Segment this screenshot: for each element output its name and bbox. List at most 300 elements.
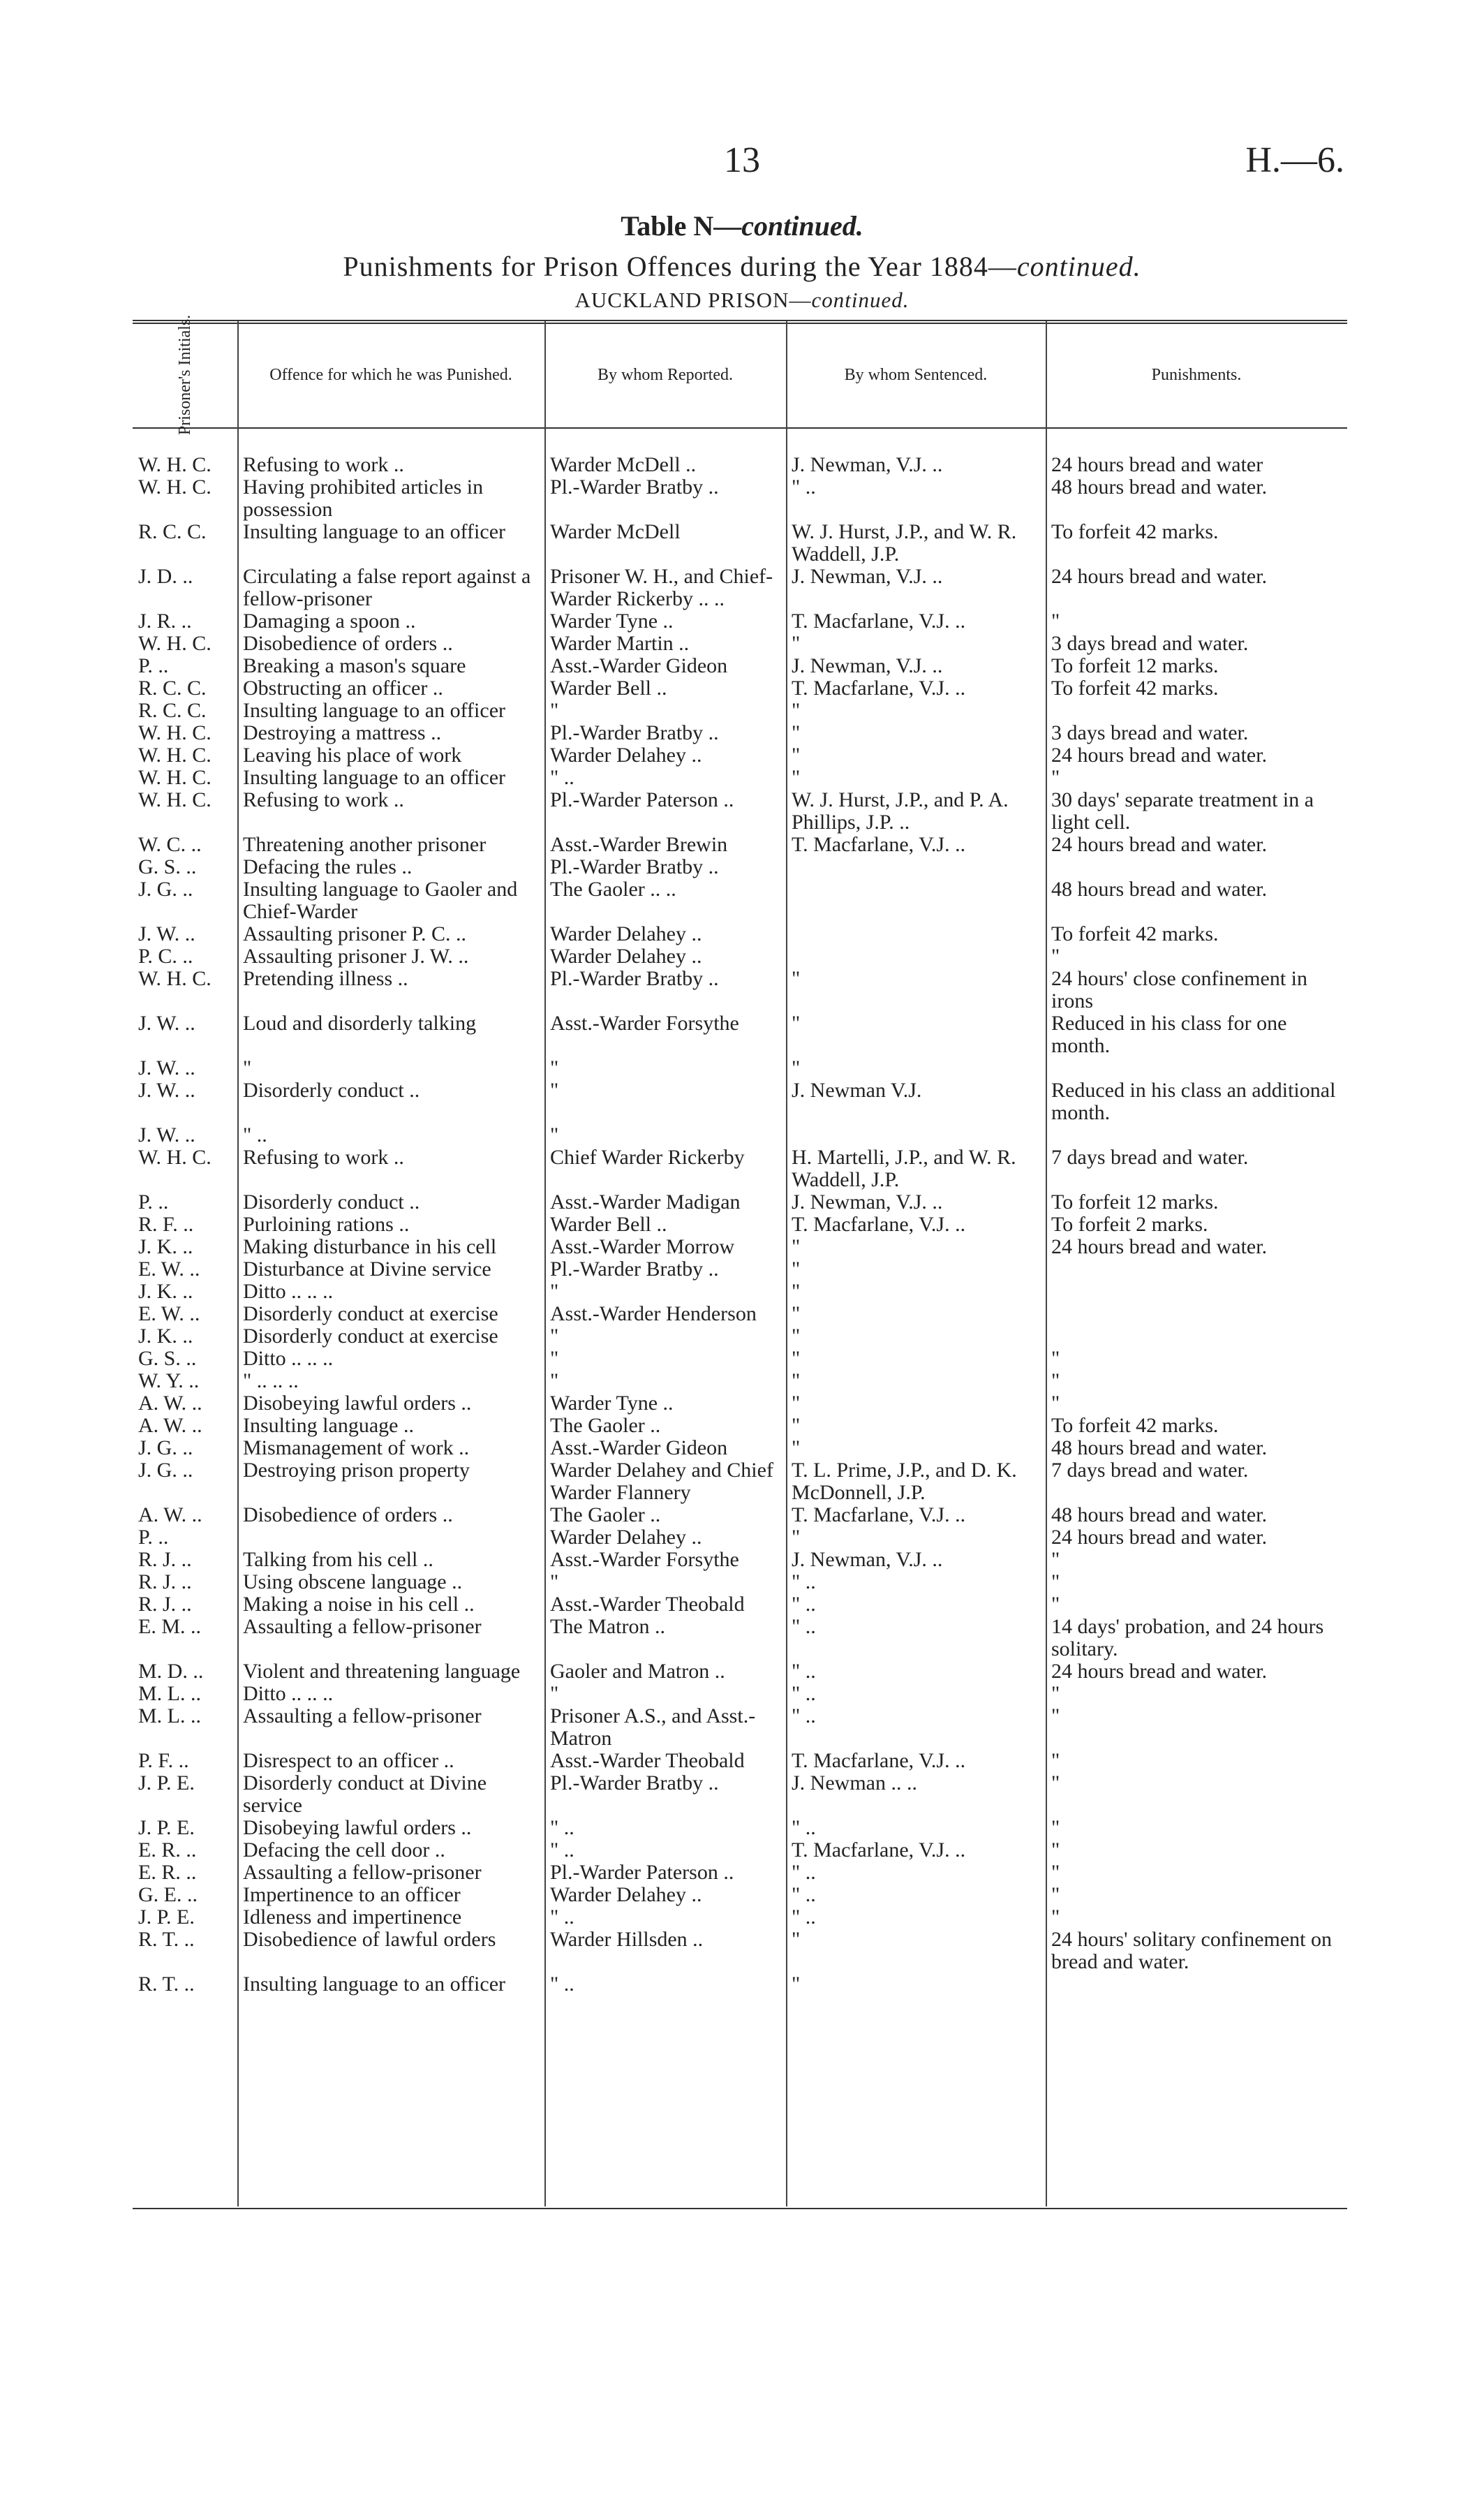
sentenced-by-cell: " xyxy=(792,1012,801,1035)
sentenced-by-cell: " xyxy=(792,1325,801,1348)
offence-cell: Disturbance at Divine service xyxy=(243,1258,491,1281)
prisoner-initials-cell: J. P. E. xyxy=(138,1906,195,1929)
prisoner-initials-cell: W. H. C. xyxy=(138,767,212,789)
prisoner-initials-cell: M. L. .. xyxy=(138,1705,201,1727)
reported-by-cell: Asst.-Warder Henderson xyxy=(550,1303,757,1325)
table-row xyxy=(133,1571,1347,1593)
prisoner-initials-cell: G. E. .. xyxy=(138,1884,198,1906)
offence-cell: Disobeying lawful orders .. xyxy=(243,1392,472,1415)
punishment-cell: 3 days bread and water. xyxy=(1051,722,1249,744)
prisoner-initials-cell: J. G. .. xyxy=(138,878,193,901)
prisoner-initials-cell: R. J. .. xyxy=(138,1549,192,1571)
reported-by-cell: " .. xyxy=(550,1817,574,1839)
sentenced-by-cell: T. Macfarlane, V.J. .. xyxy=(792,610,966,633)
sentenced-by-cell: " xyxy=(792,1392,801,1415)
sentenced-by-cell xyxy=(786,1124,1046,1147)
sub-heading-text: AUCKLAND PRISON— xyxy=(574,288,812,312)
prisoner-initials-cell: J. K. .. xyxy=(138,1236,193,1258)
offence-cell: Talking from his cell .. xyxy=(243,1549,433,1571)
punishment-cell: " xyxy=(1051,1772,1060,1794)
offence-cell: Assaulting a fellow-prisoner xyxy=(243,1705,482,1727)
offence-cell: Insulting language to Gaoler and Chief-Warder xyxy=(243,878,518,923)
punishment-cell: 14 days' probation, and 24 hours solitary. xyxy=(1051,1616,1324,1660)
reported-by-cell: Pl.-Warder Bratby .. xyxy=(550,1258,719,1281)
reported-by-cell: " xyxy=(550,700,559,722)
reported-by-cell: Warder Delahey .. xyxy=(550,744,702,767)
punishment-cell: To forfeit 42 marks. xyxy=(1051,677,1219,700)
offence-cell: Disorderly conduct .. xyxy=(243,1079,420,1102)
reported-by-cell: " xyxy=(550,1348,559,1370)
reported-by-cell: Asst.-Warder Theobald xyxy=(550,1750,745,1772)
offence-cell: Destroying a mattress .. xyxy=(243,722,442,744)
table-row xyxy=(133,1616,1347,1660)
punishment-cell: To forfeit 12 marks. xyxy=(1051,1191,1219,1214)
prisoner-initials-cell: R. C. C. xyxy=(138,521,207,543)
sentenced-by-cell: " .. xyxy=(792,1683,816,1705)
prisoner-initials-cell: J. W. .. xyxy=(138,1079,195,1102)
sentenced-by-cell: " xyxy=(792,633,801,655)
punishment-cell: " xyxy=(1051,1593,1060,1616)
table-row xyxy=(133,1437,1347,1459)
reported-by-cell: Warder Tyne .. xyxy=(550,610,674,633)
sentenced-by-cell: T. Macfarlane, V.J. .. xyxy=(792,677,966,700)
main-heading-continued: continued. xyxy=(1016,251,1141,282)
sentenced-by-cell: " xyxy=(792,1258,801,1281)
punishment-cell xyxy=(1046,1325,1347,1348)
offence-cell: Threatening another prisoner xyxy=(243,834,487,856)
sentenced-by-cell: J. Newman V.J. xyxy=(792,1079,922,1102)
table-row xyxy=(133,1593,1347,1616)
sentenced-by-cell: " xyxy=(792,968,801,990)
sentenced-by-cell: T. Macfarlane, V.J. .. xyxy=(792,1839,966,1862)
reported-by-cell: Warder Delahey .. xyxy=(550,945,702,968)
table-row xyxy=(133,1705,1347,1750)
table-title xyxy=(0,209,1484,242)
prisoner-initials-cell: R. J. .. xyxy=(138,1571,192,1593)
header-initials-label: Prisoner's Initials. xyxy=(176,314,194,436)
table-row xyxy=(133,1147,1347,1191)
punishment-cell: Reduced in his class an additional month. xyxy=(1051,1079,1336,1124)
prisoner-initials-cell: E. W. .. xyxy=(138,1258,200,1281)
punishment-cell: To forfeit 2 marks. xyxy=(1051,1214,1208,1236)
prisoner-initials-cell: J. P. E. xyxy=(138,1817,195,1839)
punishment-cell: " xyxy=(1051,1392,1060,1415)
reported-by-cell: Pl.-Warder Paterson .. xyxy=(550,789,734,811)
offence-cell: Insulting language to an officer xyxy=(243,1973,505,1996)
reported-by-cell: Gaoler and Matron .. xyxy=(550,1660,725,1683)
page-number: 13 xyxy=(724,140,760,180)
offence-cell: Ditto .. .. .. xyxy=(243,1348,334,1370)
punishment-cell xyxy=(1046,1303,1347,1325)
prisoner-initials-cell: J. W. .. xyxy=(138,1124,195,1147)
punishment-cell: " xyxy=(1051,1906,1060,1929)
prisoner-initials-cell: E. R. .. xyxy=(138,1862,197,1884)
offence-cell xyxy=(237,1526,544,1549)
offence-cell: Disobedience of lawful orders xyxy=(243,1929,496,1951)
table-row xyxy=(133,1415,1347,1437)
punishment-cell: Reduced in his class for one month. xyxy=(1051,1012,1287,1057)
punishment-cell: " xyxy=(1051,767,1060,789)
reported-by-cell: Pl.-Warder Paterson .. xyxy=(550,1862,734,1884)
punishment-cell: 24 hours bread and water. xyxy=(1051,1526,1268,1549)
table-title-text: Table N— xyxy=(621,210,742,242)
prisoner-initials-cell: W. C. .. xyxy=(138,834,202,856)
table-row xyxy=(133,767,1347,789)
punishment-cell: 7 days bread and water. xyxy=(1051,1459,1249,1482)
table-row xyxy=(133,744,1347,767)
sentenced-by-cell: T. Macfarlane, V.J. .. xyxy=(792,1750,966,1772)
prisoner-initials-cell: J. R. .. xyxy=(138,610,192,633)
punishment-cell: 24 hours bread and water xyxy=(1051,454,1263,476)
reported-by-cell: " .. xyxy=(550,1839,574,1862)
table-row xyxy=(133,566,1347,610)
header-sentenced: By whom Sentenced. xyxy=(844,366,988,384)
offence-cell: Insulting language to an officer xyxy=(243,700,505,722)
sentenced-by-cell xyxy=(786,923,1046,945)
table-row xyxy=(133,1683,1347,1705)
offence-cell: Circulating a false report against a fellow-prisoner xyxy=(243,566,531,610)
table-row xyxy=(133,1660,1347,1683)
table-row xyxy=(133,1191,1347,1214)
table-row xyxy=(133,968,1347,1012)
punishment-cell: " xyxy=(1051,1571,1060,1593)
prisoner-initials-cell: G. S. .. xyxy=(138,1348,197,1370)
reported-by-cell: " xyxy=(550,1325,559,1348)
offence-cell: Pretending illness .. xyxy=(243,968,408,990)
header-punishment: Punishments. xyxy=(1151,366,1242,384)
prisoner-initials-cell: R. T. .. xyxy=(138,1929,195,1951)
offence-cell: Idleness and impertinence xyxy=(243,1906,462,1929)
table-row xyxy=(133,1504,1347,1526)
sentenced-by-cell: J. Newman, V.J. .. xyxy=(792,655,943,677)
punishment-cell: 24 hours' solitary confinement on bread and water. xyxy=(1051,1929,1332,1973)
header-reported: By whom Reported. xyxy=(598,366,733,384)
offence-cell: Having prohibited articles in possession xyxy=(243,476,484,521)
offence-cell: Defacing the cell door .. xyxy=(243,1839,445,1862)
offence-cell: Assaulting prisoner P. C. .. xyxy=(243,923,467,945)
table-row xyxy=(133,1214,1347,1236)
table-row xyxy=(133,1884,1347,1906)
reported-by-cell: Pl.-Warder Bratby .. xyxy=(550,476,719,499)
reported-by-cell: " .. xyxy=(550,767,574,789)
prisoner-initials-cell: E. R. .. xyxy=(138,1839,197,1862)
reported-by-cell: Pl.-Warder Bratby .. xyxy=(550,856,719,878)
punishment-cell: 24 hours bread and water. xyxy=(1051,1660,1268,1683)
offence-cell: Making a noise in his cell .. xyxy=(243,1593,475,1616)
sentenced-by-cell: " xyxy=(792,1973,801,1996)
punishment-cell: To forfeit 12 marks. xyxy=(1051,655,1219,677)
prisoner-initials-cell: R. J. .. xyxy=(138,1593,192,1616)
reported-by-cell: Warder Bell .. xyxy=(550,1214,667,1236)
punishment-cell: " xyxy=(1051,1683,1060,1705)
punishment-cell: 48 hours bread and water. xyxy=(1051,878,1268,901)
sentenced-by-cell: T. Macfarlane, V.J. .. xyxy=(792,1504,966,1526)
table-row xyxy=(133,1012,1347,1057)
reported-by-cell: The Matron .. xyxy=(550,1616,665,1638)
punishment-cell xyxy=(1046,1973,1347,1996)
table-row xyxy=(133,454,1347,476)
table-row xyxy=(133,633,1347,655)
punishment-cell: " xyxy=(1051,1862,1060,1884)
punishment-cell: To forfeit 42 marks. xyxy=(1051,1415,1219,1437)
document-reference: H.—6. xyxy=(1245,140,1344,180)
sentenced-by-cell xyxy=(786,878,1046,923)
punishment-cell: " xyxy=(1051,1884,1060,1906)
sentenced-by-cell: " xyxy=(792,744,801,767)
table-row xyxy=(133,1906,1347,1929)
punishment-cell: 48 hours bread and water. xyxy=(1051,1437,1268,1459)
prisoner-initials-cell: W. H. C. xyxy=(138,476,212,499)
sentenced-by-cell: " xyxy=(792,1236,801,1258)
reported-by-cell: Asst.-Warder Madigan xyxy=(550,1191,741,1214)
sentenced-by-cell: " xyxy=(792,1370,801,1392)
prisoner-initials-cell: R. F. .. xyxy=(138,1214,194,1236)
punishment-cell: 24 hours bread and water. xyxy=(1051,834,1268,856)
prisoner-initials-cell: J. D. .. xyxy=(138,566,193,588)
reported-by-cell: Asst.-Warder Forsythe xyxy=(550,1549,739,1571)
offence-cell: Ditto .. .. .. xyxy=(243,1281,334,1303)
prisoner-initials-cell: A. W. .. xyxy=(138,1504,202,1526)
reported-by-cell: " .. xyxy=(550,1906,574,1929)
offence-cell: Loud and disorderly talking xyxy=(243,1012,477,1035)
offence-cell: Violent and threatening language xyxy=(243,1660,521,1683)
table-row xyxy=(133,1124,1347,1147)
prisoner-initials-cell: E. W. .. xyxy=(138,1303,200,1325)
offence-cell: Insulting language to an officer xyxy=(243,767,505,789)
punishment-cell: " xyxy=(1051,1549,1060,1571)
offence-cell: Refusing to work .. xyxy=(243,789,404,811)
reported-by-cell: " .. xyxy=(550,1973,574,1996)
table-row xyxy=(133,1079,1347,1124)
punishment-cell: 24 hours bread and water. xyxy=(1051,566,1268,588)
offence-cell: Insulting language .. xyxy=(243,1415,414,1437)
reported-by-cell: Warder Delahey .. xyxy=(550,1526,702,1549)
punishment-cell: 48 hours bread and water. xyxy=(1051,476,1268,499)
offence-cell: Disobedience of orders .. xyxy=(243,633,453,655)
table-row xyxy=(133,1303,1347,1325)
prisoner-initials-cell: P. .. xyxy=(138,655,169,677)
offence-cell: Refusing to work .. xyxy=(243,1147,404,1169)
prisoner-initials-cell: J. W. .. xyxy=(138,923,195,945)
table-row xyxy=(133,677,1347,700)
main-heading-text: Punishments for Prison Offences during the Year 1884— xyxy=(343,251,1017,282)
punishment-cell xyxy=(1046,856,1347,878)
table-row xyxy=(133,1549,1347,1571)
punishment-cell: 48 hours bread and water. xyxy=(1051,1504,1268,1526)
reported-by-cell: The Gaoler .. xyxy=(550,1415,661,1437)
table-row xyxy=(133,1258,1347,1281)
offence-cell: Purloining rations .. xyxy=(243,1214,410,1236)
sentenced-by-cell: " .. xyxy=(792,1906,816,1929)
prisoner-initials-cell: P. F. .. xyxy=(138,1750,189,1772)
table-row xyxy=(133,1929,1347,1973)
reported-by-cell: Asst.-Warder Forsythe xyxy=(550,1012,739,1035)
prisoner-initials-cell: M. L. .. xyxy=(138,1683,201,1705)
prisoner-initials-cell: W. H. C. xyxy=(138,789,212,811)
sentenced-by-cell: " .. xyxy=(792,1593,816,1616)
offence-cell: Destroying prison property xyxy=(243,1459,470,1482)
table-row xyxy=(133,878,1347,923)
table-title-continued: continued. xyxy=(741,210,863,242)
sentenced-by-cell: " xyxy=(792,1057,801,1079)
table-row xyxy=(133,1392,1347,1415)
offence-cell: Disobedience of orders .. xyxy=(243,1504,453,1526)
prisoner-initials-cell: J. G. .. xyxy=(138,1437,193,1459)
sentenced-by-cell: " .. xyxy=(792,1862,816,1884)
sentenced-by-cell: J. Newman, V.J. .. xyxy=(792,1191,943,1214)
offence-cell: Disobeying lawful orders .. xyxy=(243,1817,472,1839)
prisoner-initials-cell: P. .. xyxy=(138,1526,169,1549)
offence-cell: Defacing the rules .. xyxy=(243,856,413,878)
table-row xyxy=(133,476,1347,521)
table-row xyxy=(133,856,1347,878)
prisoner-initials-cell: P. .. xyxy=(138,1191,169,1214)
table-row xyxy=(133,789,1347,834)
prisoner-initials-cell: M. D. .. xyxy=(138,1660,204,1683)
punishment-cell: To forfeit 42 marks. xyxy=(1051,521,1219,543)
punishment-cell xyxy=(1046,700,1347,722)
prisoner-initials-cell: W. H. C. xyxy=(138,968,212,990)
sentenced-by-cell: " xyxy=(792,1348,801,1370)
sentenced-by-cell: J. Newman, V.J. .. xyxy=(792,566,943,588)
table-row xyxy=(133,1973,1347,1996)
table-row xyxy=(133,521,1347,566)
reported-by-cell: Asst.-Warder Brewin xyxy=(550,834,728,856)
offence-cell: Disorderly conduct .. xyxy=(243,1191,420,1214)
punishment-cell: 24 hours bread and water. xyxy=(1051,744,1268,767)
reported-by-cell: " xyxy=(550,1281,559,1303)
sentenced-by-cell: " xyxy=(792,1526,801,1549)
reported-by-cell: Asst.-Warder Theobald xyxy=(550,1593,745,1616)
punishment-cell: 7 days bread and water. xyxy=(1051,1147,1249,1169)
punishment-cell: " xyxy=(1051,610,1060,633)
offence-cell: Disorderly conduct at Divine service xyxy=(243,1772,487,1817)
table-row xyxy=(133,1862,1347,1884)
sentenced-by-cell: J. Newman, V.J. .. xyxy=(792,1549,943,1571)
sentenced-by-cell: " .. xyxy=(792,1705,816,1727)
prisoner-initials-cell: A. W. .. xyxy=(138,1415,202,1437)
sentenced-by-cell: " .. xyxy=(792,1884,816,1906)
reported-by-cell: Chief Warder Rickerby xyxy=(550,1147,745,1169)
reported-by-cell: " xyxy=(550,1683,559,1705)
sentenced-by-cell xyxy=(786,856,1046,878)
offence-cell: Making disturbance in his cell xyxy=(243,1236,497,1258)
sentenced-by-cell: " xyxy=(792,1281,801,1303)
sentenced-by-cell: W. J. Hurst, J.P., and W. R. Waddell, J.P. xyxy=(792,521,1017,566)
offence-cell: Disorderly conduct at exercise xyxy=(243,1325,498,1348)
table-row xyxy=(133,1526,1347,1549)
reported-by-cell: Pl.-Warder Bratby .. xyxy=(550,968,719,990)
main-heading xyxy=(0,250,1484,283)
sentenced-by-cell xyxy=(786,945,1046,968)
table-row xyxy=(133,945,1347,968)
table-row xyxy=(133,700,1347,722)
punishment-cell: " xyxy=(1051,1750,1060,1772)
reported-by-cell: " xyxy=(550,1571,559,1593)
punishment-cell: " xyxy=(1051,1817,1060,1839)
offence-cell: Impertinence to an officer xyxy=(243,1884,461,1906)
prisoner-initials-cell: G. S. .. xyxy=(138,856,197,878)
sentenced-by-cell: J. Newman .. .. xyxy=(792,1772,917,1794)
offence-cell: Damaging a spoon .. xyxy=(243,610,416,633)
prisoner-initials-cell: J. K. .. xyxy=(138,1325,193,1348)
sentenced-by-cell: " xyxy=(792,722,801,744)
reported-by-cell: " xyxy=(550,1079,559,1102)
prisoner-initials-cell: J. P. E. xyxy=(138,1772,195,1794)
table-top-rule xyxy=(133,320,1347,321)
reported-by-cell: Warder Martin .. xyxy=(550,633,690,655)
table-row xyxy=(133,1348,1347,1370)
punishment-cell xyxy=(1046,1057,1347,1079)
prisoner-initials-cell: J. W. .. xyxy=(138,1012,195,1035)
reported-by-cell: Asst.-Warder Morrow xyxy=(550,1236,735,1258)
reported-by-cell: Prisoner A.S., and Asst.-Matron xyxy=(550,1705,756,1750)
punishment-cell xyxy=(1046,1124,1347,1147)
punishment-cell: " xyxy=(1051,1839,1060,1862)
reported-by-cell: Warder Delahey and Chief Warder Flannery xyxy=(550,1459,773,1504)
prisoner-initials-cell: W. H. C. xyxy=(138,722,212,744)
header-initials xyxy=(133,314,237,436)
prisoner-initials-cell: A. W. .. xyxy=(138,1392,202,1415)
reported-by-cell: The Gaoler .. .. xyxy=(550,878,676,901)
table-row xyxy=(133,1817,1347,1839)
offence-cell: Assaulting a fellow-prisoner xyxy=(243,1616,482,1638)
offence-cell: Obstructing an officer .. xyxy=(243,677,443,700)
sentenced-by-cell: T. L. Prime, J.P., and D. K. McDonnell, J.P. xyxy=(792,1459,1017,1504)
table-row xyxy=(133,610,1347,633)
sentenced-by-cell: " .. xyxy=(792,1660,816,1683)
offence-cell: Ditto .. .. .. xyxy=(243,1683,334,1705)
table-row xyxy=(133,1750,1347,1772)
sentenced-by-cell: W. J. Hurst, J.P., and P. A. Phillips, J.P. .. xyxy=(792,789,1009,834)
prisoner-initials-cell: W. H. C. xyxy=(138,454,212,476)
reported-by-cell: Pl.-Warder Bratby .. xyxy=(550,722,719,744)
sentenced-by-cell: T. Macfarlane, V.J. .. xyxy=(792,834,966,856)
table-row xyxy=(133,1370,1347,1392)
table-row xyxy=(133,923,1347,945)
table-row xyxy=(133,1236,1347,1258)
reported-by-cell: Warder Delahey .. xyxy=(550,1884,702,1906)
prisoner-initials-cell: R. T. .. xyxy=(138,1973,195,1996)
prisoner-initials-cell: R. C. C. xyxy=(138,700,207,722)
sentenced-by-cell: " xyxy=(792,767,801,789)
sentenced-by-cell: " xyxy=(792,700,801,722)
punishment-cell: 24 hours' close confinement in irons xyxy=(1051,968,1307,1012)
sentenced-by-cell: " .. xyxy=(792,1817,816,1839)
punishment-cell: 3 days bread and water. xyxy=(1051,633,1249,655)
table-body xyxy=(133,454,1347,1996)
prisoner-initials-cell: W. H. C. xyxy=(138,633,212,655)
table-row xyxy=(133,722,1347,744)
sentenced-by-cell: " xyxy=(792,1929,801,1951)
header-offence: Offence for which he was Punished. xyxy=(269,366,512,384)
reported-by-cell: " xyxy=(550,1124,559,1147)
reported-by-cell: " xyxy=(550,1370,559,1392)
table-row xyxy=(133,834,1347,856)
sentenced-by-cell: " .. xyxy=(792,1571,816,1593)
sentenced-by-cell: " xyxy=(792,1415,801,1437)
prisoner-initials-cell: E. M. .. xyxy=(138,1616,201,1638)
reported-by-cell: Warder Tyne .. xyxy=(550,1392,674,1415)
punishment-cell: " xyxy=(1051,1705,1060,1727)
offence-cell: Leaving his place of work xyxy=(243,744,462,767)
table-bottom-rule xyxy=(133,2208,1347,2209)
offence-cell: Assaulting prisoner J. W. .. xyxy=(243,945,469,968)
reported-by-cell: " xyxy=(550,1057,559,1079)
punishment-cell: " xyxy=(1051,945,1060,968)
prisoner-initials-cell: R. C. C. xyxy=(138,677,207,700)
punishment-cell: To forfeit 42 marks. xyxy=(1051,923,1219,945)
